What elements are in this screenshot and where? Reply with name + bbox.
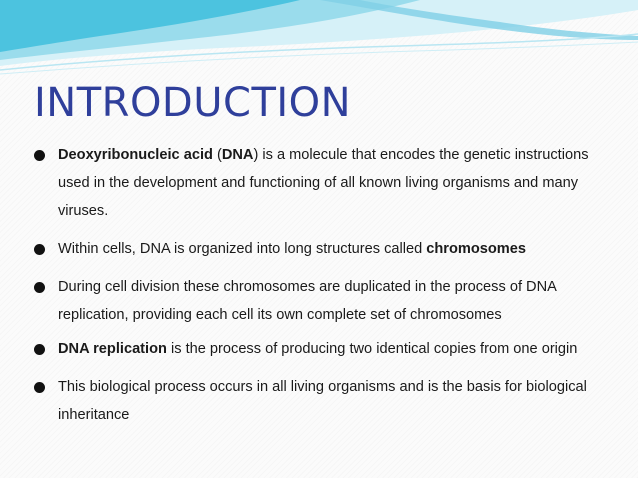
bullet-dot-icon <box>34 382 45 393</box>
bullet-item-dna-definition <box>34 141 614 225</box>
bullet-abbr: DNA <box>221 147 254 163</box>
bullet-dot-icon <box>34 244 45 255</box>
bullet-text: Within cells, DNA is organized into long structures called <box>58 241 427 257</box>
bullet-item-chromosomes <box>34 235 614 263</box>
bullet-text: ) is a molecule that encodes the genetic instructions used in the development and functioning of all known living organisms and many viruses. <box>58 147 589 219</box>
bullet-item-dna-replication <box>34 335 614 363</box>
bullet-dot-icon <box>34 150 45 161</box>
bullet-term: chromosomes <box>426 241 527 257</box>
bullet-text: ( <box>212 147 222 163</box>
header-wave-decoration <box>0 0 638 80</box>
bullet-text: This biological process occurs in all living organisms and is the basis for biological inheritance <box>58 379 587 423</box>
bullet-list <box>34 141 614 439</box>
bullet-text: is the process of producing two identical copies from one origin <box>166 341 578 357</box>
bullet-term: DNA replication <box>58 341 167 357</box>
bullet-item-cell-division <box>34 273 614 329</box>
bullet-item-inheritance <box>34 373 614 429</box>
slide-title: INTRODUCTION <box>34 80 352 126</box>
bullet-term: Deoxyribonucleic acid <box>58 147 213 163</box>
bullet-text: During cell division these chromosomes are duplicated in the process of DNA replication, providing each cell its own complete set of chromosomes <box>58 279 557 323</box>
bullet-dot-icon <box>34 344 45 355</box>
bullet-dot-icon <box>34 282 45 293</box>
